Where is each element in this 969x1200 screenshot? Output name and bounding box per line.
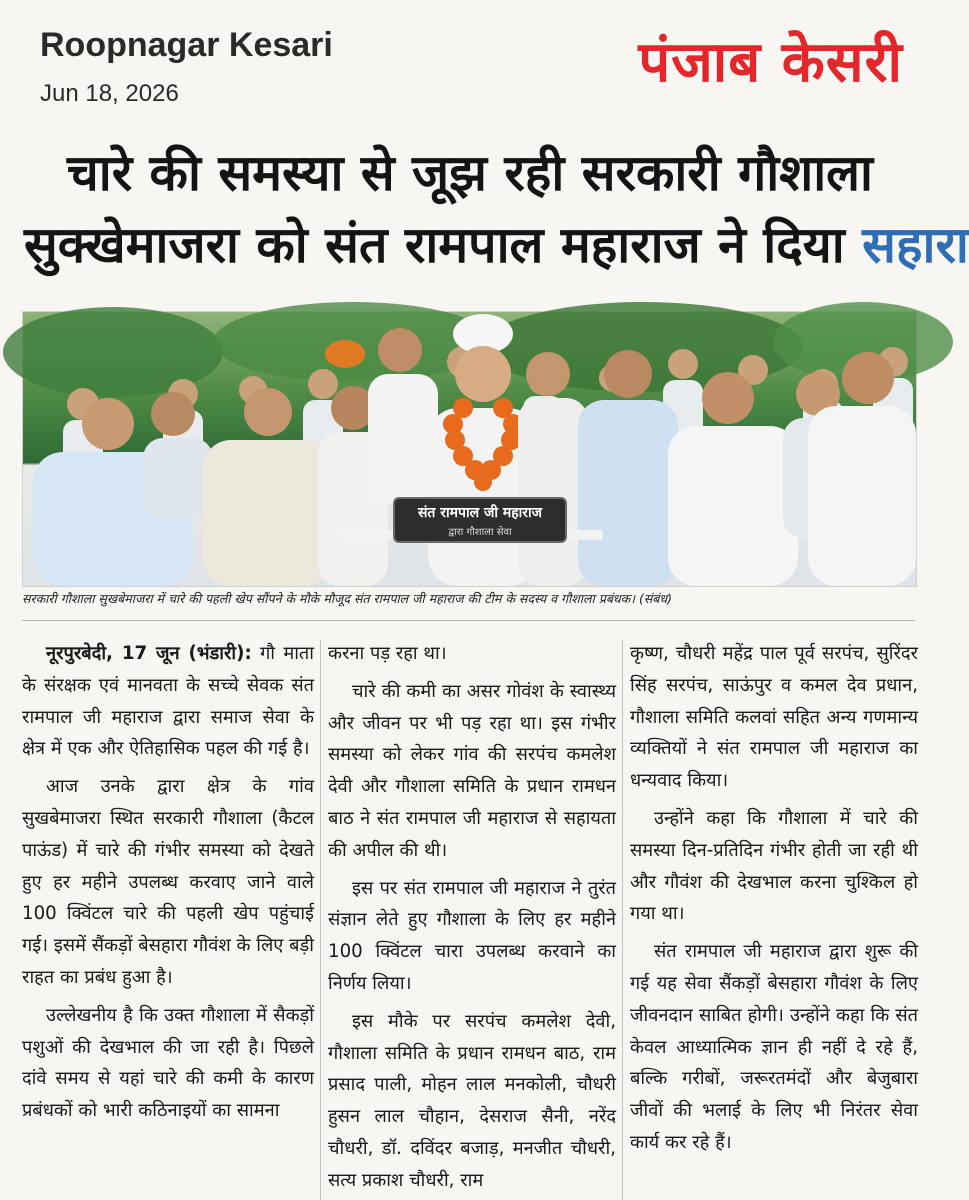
plaque-subtitle: द्वारा गौशाला सेवा bbox=[448, 527, 512, 538]
column-divider bbox=[622, 640, 623, 1200]
edition-date: Jun 18, 2026 bbox=[40, 80, 179, 107]
headline-line-1: चारे की समस्या से जूझ रही सरकारी गौशाला bbox=[67, 144, 873, 202]
group-photo-illustration bbox=[23, 312, 916, 586]
article-paragraph: उल्लेखनीय है कि उक्त गौशाला में सैकड़ों पशुओं की देखभाल की जा रही है। पिछले दांवे समय से यहां चारे की कमी के कारण प्रबंधकों को भारी कठिनाइयों का सामना bbox=[22, 1004, 314, 1122]
article-paragraph: कृष्ण, चौधरी महेंद्र पाल पूर्व सरपंच, सुरिंदर सिंह सरपंच, साऊंपुर व कमल देव प्रधान, गौशाला समिति कलवां सहित अन्य गणमान्य व्यक्तियों ने संत रामपाल जी महाराज का धन्यवाद किया। bbox=[630, 643, 918, 792]
newspaper-logo: पंजाब केसरी bbox=[638, 30, 903, 95]
article-paragraph: करना पड़ रहा था। bbox=[328, 643, 447, 664]
headline-accent-word: सहारा bbox=[862, 216, 969, 274]
article-paragraph: इस पर संत रामपाल जी महाराज ने तुरंत संज्ञान लेते हुए गौशाला के लिए हर महीने 100 क्विंटल चारा उपलब्ध करवाने का निर्णय लिया। bbox=[328, 877, 616, 994]
article-paragraph: चारे की कमी का असर गोवंश के स्वास्थ्य और जीवन पर भी पड़ रहा था। इस गंभीर समस्या को लेकर गांव की सरपंच कमलेश देवी और गौशाला समिति के प्रधान रामधन बाठ ने संत रामपाल जी महाराज से सहायता की अपील की थी। bbox=[328, 680, 616, 861]
article-dateline: नूरपुरबेदी, 17 जून (भंडारी): bbox=[46, 643, 252, 664]
headline-line-2 bbox=[24, 208, 969, 282]
article-paragraph: आज उनके द्वारा क्षेत्र के गांव सुखबेमाजरा स्थित सरकारी गौशाला (कैटल पाऊंड) में चारे की गंभीर समस्या को देखते हुए हर महीने उपलब्ध करवाए जाने वाले 100 क्विंटल चारे की पहली खेप पहुंचाई गई। इसमें सैंकड़ों बेसहारा गौवंश के लिए बड़ी राहत का प्रबंध हुआ है। bbox=[22, 776, 314, 988]
edition-name: Roopnagar Kesari bbox=[40, 26, 333, 64]
article-column-2 bbox=[328, 638, 616, 1200]
photo-caption: सरकारी गौशाला सुखबेमाजरा में चारे की पहली खेप सौंपने के मौके मौजूद संत रामपाल जी महाराज की टीम के सदस्य व गौशाला प्रबंधक। (संबंध) bbox=[22, 591, 672, 606]
headline-line-2-text: सुक्खेमाजरा को संत रामपाल महाराज ने दिया bbox=[24, 216, 845, 274]
plaque-title: संत रामपाल जी महाराज bbox=[417, 505, 543, 521]
article-column-1 bbox=[22, 638, 314, 1200]
masthead bbox=[0, 0, 937, 130]
article-paragraph: उन्होंने कहा कि गौशाला में चारे की समस्या दिन-प्रतिदिन गंभीर होती जा रही थी और गौवंश की देखभाल करना चुश्किल हो गया था। bbox=[630, 807, 918, 925]
caption-divider bbox=[22, 620, 915, 621]
news-photo bbox=[22, 311, 917, 587]
article-paragraph-text: गौ माता के संरक्षक एवं मानवता के सच्चे सेवक संत रामपाल जी महाराज द्वारा समाज सेवा के क्षेत्र में एक और ऐतिहासिक पहल की गई है। bbox=[22, 643, 314, 760]
article-column-3 bbox=[630, 638, 918, 1200]
article-paragraph: संत रामपाल जी महाराज द्वारा शुरू की गई यह सेवा सैंकड़ों बेसहारा गौवंश के लिए जीवनदान साबित होगी। उन्होंने कहा कि संत केवल आध्यात्मिक ज्ञान ही नहीं दे रहे हैं, बल्कि गरीबों, जरूरतमंदों और बेजुबारा जीवों की भलाई के लिए भी निरंतर सेवा कार्य कर रहे हैं। bbox=[630, 941, 918, 1153]
photo-plaque bbox=[393, 497, 567, 543]
column-divider bbox=[320, 640, 321, 1200]
headline bbox=[24, 138, 969, 282]
article-paragraph bbox=[22, 638, 314, 765]
article-paragraph: इस मौके पर सरपंच कमलेश देवी, गौशाला समिति के प्रधान रामधन बाठ, राम प्रसाद पाली, मोहन लाल मनकोली, चौधरी हुसन लाल चौहान, देसराज सैनी, नरेंद चौधरी, डॉ. दविंदर बजाड़, मनजीत चौधरी, सत्य प्रकाश चौधरी, राम bbox=[328, 1010, 616, 1191]
